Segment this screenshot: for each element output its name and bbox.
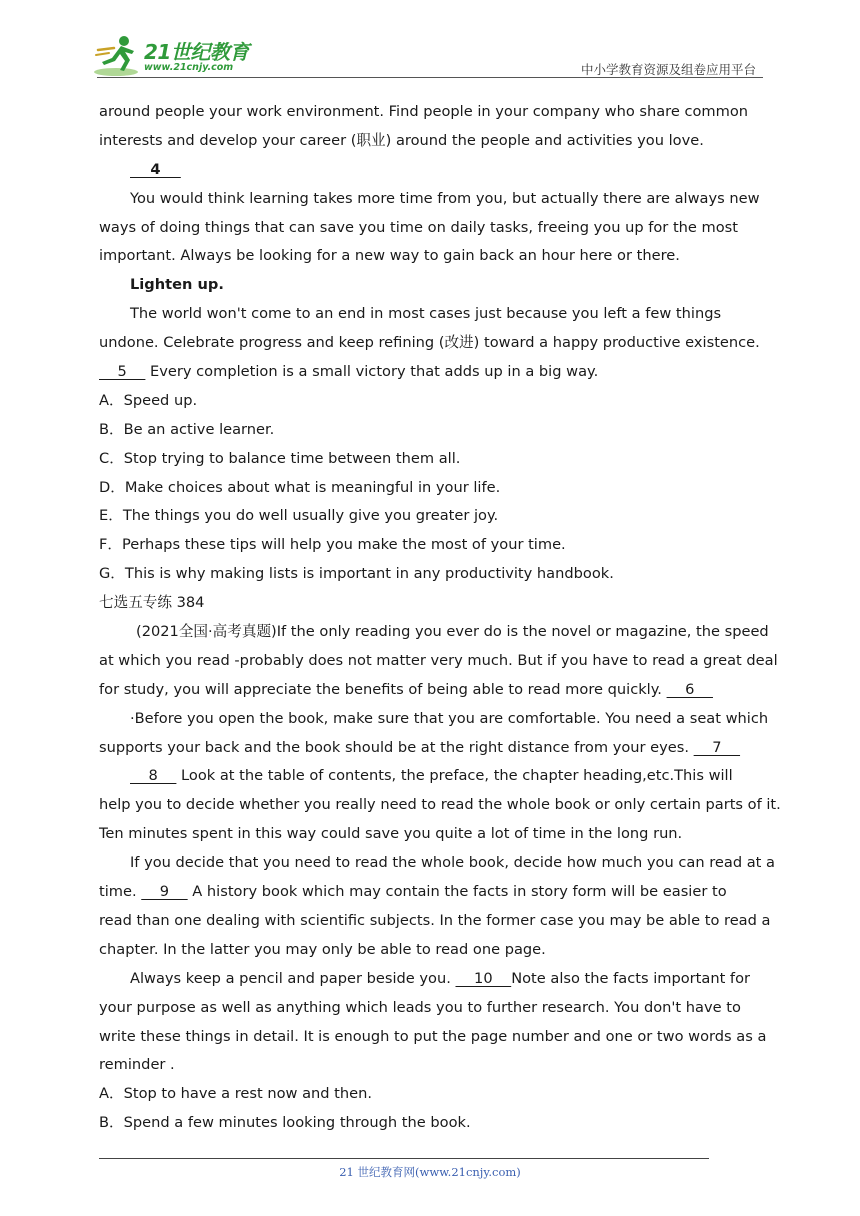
text-line: [99, 936, 769, 965]
text-line: [99, 98, 769, 127]
text-line: [99, 560, 769, 589]
text-segment: ·Before you open the book, make sure that you are comfortable. You need a seat which: [130, 709, 769, 727]
text-segment: supports your back and the book should be at the right distance from your eyes.: [99, 738, 694, 756]
text-segment: You would think learning takes more time from you, but actually there are always new: [130, 189, 760, 207]
answer-blank: 6: [666, 680, 713, 698]
answer-blank: 7: [693, 738, 741, 756]
text-segment: A history book which may contain the facts in story form will be easier to: [187, 883, 727, 901]
text-segment: read than one dealing with scientific subjects. In the former case you may be able to read a: [99, 911, 771, 929]
text-line: [99, 1023, 769, 1052]
text-segment: C．Stop trying to balance time between them all.: [99, 449, 461, 467]
text-segment: Every completion is a small victory that adds up in a big way.: [145, 363, 599, 381]
text-segment: Always keep a pencil and paper beside you.: [130, 969, 456, 987]
text-line: [99, 387, 769, 416]
text-line: [99, 878, 769, 907]
text-line: [99, 445, 769, 474]
header-divider: [97, 77, 763, 78]
text-segment: Ten minutes spent in this way could save you quite a lot of time in the long run.: [99, 825, 683, 843]
text-line: [99, 242, 769, 271]
text-line: [99, 791, 781, 820]
text-line: [99, 329, 769, 358]
text-line: [99, 820, 769, 849]
text-segment: Note also the facts important for: [511, 969, 751, 987]
text-segment: write these things in detail. It is enough to put the page number and one or two words as a: [99, 1027, 767, 1045]
text-line: [99, 1109, 769, 1138]
text-segment: for study, you will appreciate the benefits of being able to read more quickly.: [99, 680, 667, 698]
text-segment: time.: [99, 883, 142, 901]
text-segment: B．Spend a few minutes looking through the book.: [99, 1114, 471, 1132]
document-body: [99, 98, 781, 1138]
text-line: [99, 907, 769, 936]
page-footer[interactable]: 21 世纪教育网(www.21cnjy.com): [339, 1165, 521, 1179]
text-segment: interests and develop your career (职业) around the people and activities you love.: [99, 131, 704, 149]
text-line: [99, 618, 769, 647]
text-segment: at which you read -probably does not matter very much. But if you have to read a great deal: [99, 651, 778, 669]
answer-blank: 4: [130, 160, 181, 178]
footer-divider: [99, 1158, 709, 1159]
text-line: [99, 589, 769, 618]
answer-blank: 8: [130, 767, 177, 785]
site-logo[interactable]: [94, 34, 264, 78]
text-segment: (2021全国·高考真题)If the only reading you ever do is the novel or magazine, the speed: [136, 623, 769, 641]
text-line: [99, 647, 778, 676]
text-line: [99, 676, 769, 705]
text-segment: around people your work environment. Find people in your company who share common: [99, 103, 749, 120]
text-segment: 七选五专练 384: [99, 594, 205, 612]
text-segment: Look at the table of contents, the preface, the chapter heading,etc.This will: [176, 767, 733, 785]
text-line: [99, 156, 769, 185]
answer-blank: 9: [141, 883, 188, 901]
text-segment: B．Be an active learner.: [99, 420, 275, 438]
text-line: [99, 358, 769, 387]
header-slogan: 中小学教育资源及组卷应用平台: [580, 62, 756, 77]
text-line: [99, 849, 775, 878]
text-line: [99, 271, 769, 300]
text-line: [99, 474, 769, 503]
text-line: [99, 734, 769, 763]
text-line: [99, 1080, 769, 1109]
text-segment: help you to decide whether you really need to read the whole book or only certain parts of it.: [99, 796, 781, 814]
text-line: [99, 705, 769, 734]
page-header: [0, 0, 860, 80]
text-line: [99, 1051, 769, 1080]
text-line: [99, 300, 769, 329]
text-line: [99, 127, 769, 156]
text-segment: F．Perhaps these tips will help you make the most of your time.: [99, 536, 566, 554]
text-segment: If you decide that you need to read the whole book, decide how much you can read at a: [130, 854, 775, 872]
runner-logo-icon: [94, 34, 144, 78]
text-segment: chapter. In the latter you may only be able to read one page.: [99, 940, 546, 958]
text-segment: reminder .: [99, 1056, 175, 1074]
text-line: [99, 214, 769, 243]
text-line: [99, 762, 769, 791]
text-segment: A．Stop to have a rest now and then.: [99, 1085, 373, 1103]
answer-blank: 5: [99, 363, 146, 381]
logo-url: www.21cnjy.com: [144, 62, 234, 73]
text-segment: G．This is why making lists is important in any productivity handbook.: [99, 565, 614, 583]
text-segment: E．The things you do well usually give you greater joy.: [99, 507, 499, 525]
text-segment: Lighten up.: [130, 276, 224, 294]
text-line: [99, 965, 769, 994]
text-line: [99, 531, 769, 560]
text-line: [99, 994, 769, 1023]
text-segment: important. Always be looking for a new way to gain back an hour here or there.: [99, 247, 680, 265]
text-segment: A．Speed up.: [99, 391, 198, 409]
text-segment: The world won't come to an end in most cases just because you left a few things: [130, 305, 722, 323]
text-segment: ways of doing things that can save you time on daily tasks, freeing you up for the most: [99, 218, 738, 236]
text-line: [99, 185, 769, 214]
text-line: [99, 416, 769, 445]
logo-text: 21世纪教育: [144, 40, 249, 64]
answer-blank: 10: [455, 969, 512, 987]
text-segment: undone. Celebrate progress and keep refining (改进) toward a happy productive existence.: [99, 334, 760, 352]
text-segment: your purpose as well as anything which leads you to further research. You don't have to: [99, 998, 741, 1016]
text-segment: D．Make choices about what is meaningful in your life.: [99, 478, 501, 496]
text-line: [99, 502, 769, 531]
